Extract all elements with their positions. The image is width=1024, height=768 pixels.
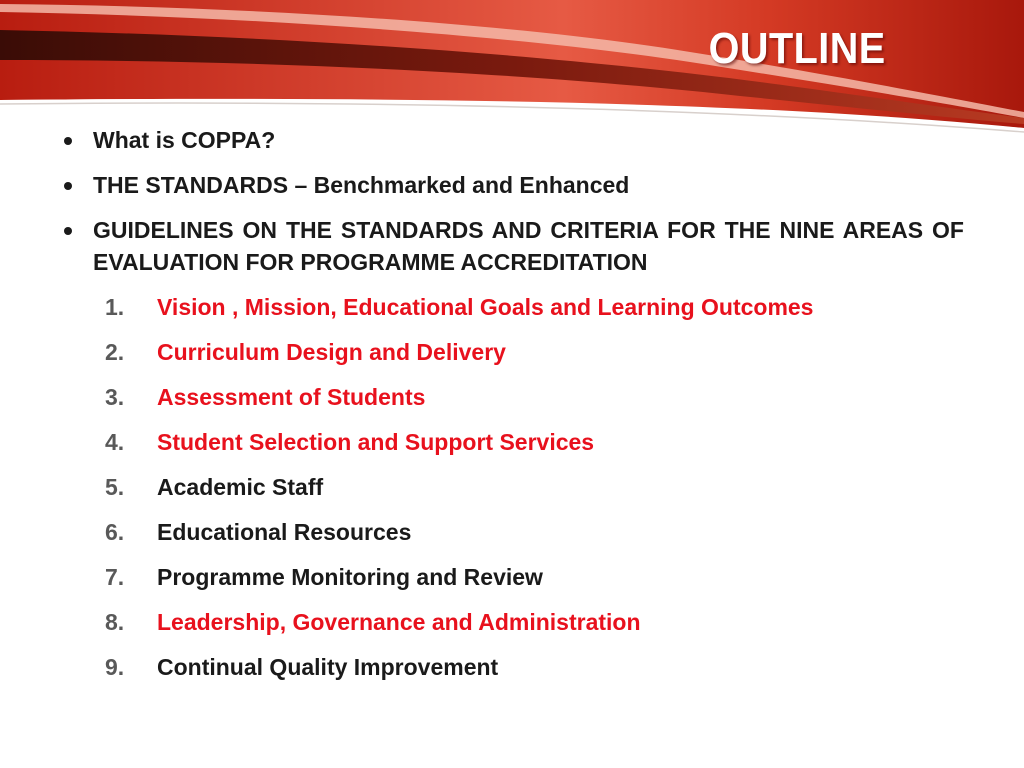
item-number: 8. (105, 609, 125, 635)
item-label: Vision , Mission, Educational Goals and Learning Outcomes (157, 294, 814, 320)
slide-content (60, 124, 964, 696)
bullet-dot-icon (64, 137, 72, 145)
bullet-text: GUIDELINES ON THE STANDARDS AND CRITERIA FOR THE NINE AREAS OF EVALUATION FOR PROGRAMME ACCREDITATION (93, 217, 964, 275)
bullet-item (60, 124, 964, 156)
item-number: 1. (105, 294, 125, 320)
item-label: Programme Monitoring and Review (157, 564, 543, 590)
item-label: Curriculum Design and Delivery (157, 339, 506, 365)
evaluation-area-item (60, 426, 964, 458)
item-label: Educational Resources (157, 519, 412, 545)
item-number: 6. (105, 519, 125, 545)
evaluation-areas-list (60, 291, 964, 683)
item-number: 3. (105, 384, 125, 410)
item-number: 9. (105, 654, 125, 680)
item-number: 2. (105, 339, 125, 365)
item-label: Assessment of Students (157, 384, 426, 410)
bullet-item (60, 214, 964, 278)
evaluation-area-item (60, 516, 964, 548)
item-label: Leadership, Governance and Administration (157, 609, 641, 635)
item-number: 4. (105, 429, 125, 455)
evaluation-area-item (60, 381, 964, 413)
item-label: Student Selection and Support Services (157, 429, 595, 455)
evaluation-area-item (60, 336, 964, 368)
evaluation-area-item (60, 471, 964, 503)
evaluation-area-item (60, 651, 964, 683)
item-label: Continual Quality Improvement (157, 654, 499, 680)
bullet-list (60, 124, 964, 278)
bullet-text: THE STANDARDS – Benchmarked and Enhanced (93, 172, 630, 198)
item-label: Academic Staff (157, 474, 324, 500)
bullet-item (60, 169, 964, 201)
bullet-dot-icon (64, 182, 72, 190)
slide-title: OUTLINE (709, 24, 886, 73)
item-number: 5. (105, 474, 125, 500)
bullet-dot-icon (64, 227, 72, 235)
evaluation-area-item (60, 561, 964, 593)
evaluation-area-item (60, 291, 964, 323)
evaluation-area-item (60, 606, 964, 638)
bullet-text: What is COPPA? (93, 127, 276, 153)
item-number: 7. (105, 564, 125, 590)
